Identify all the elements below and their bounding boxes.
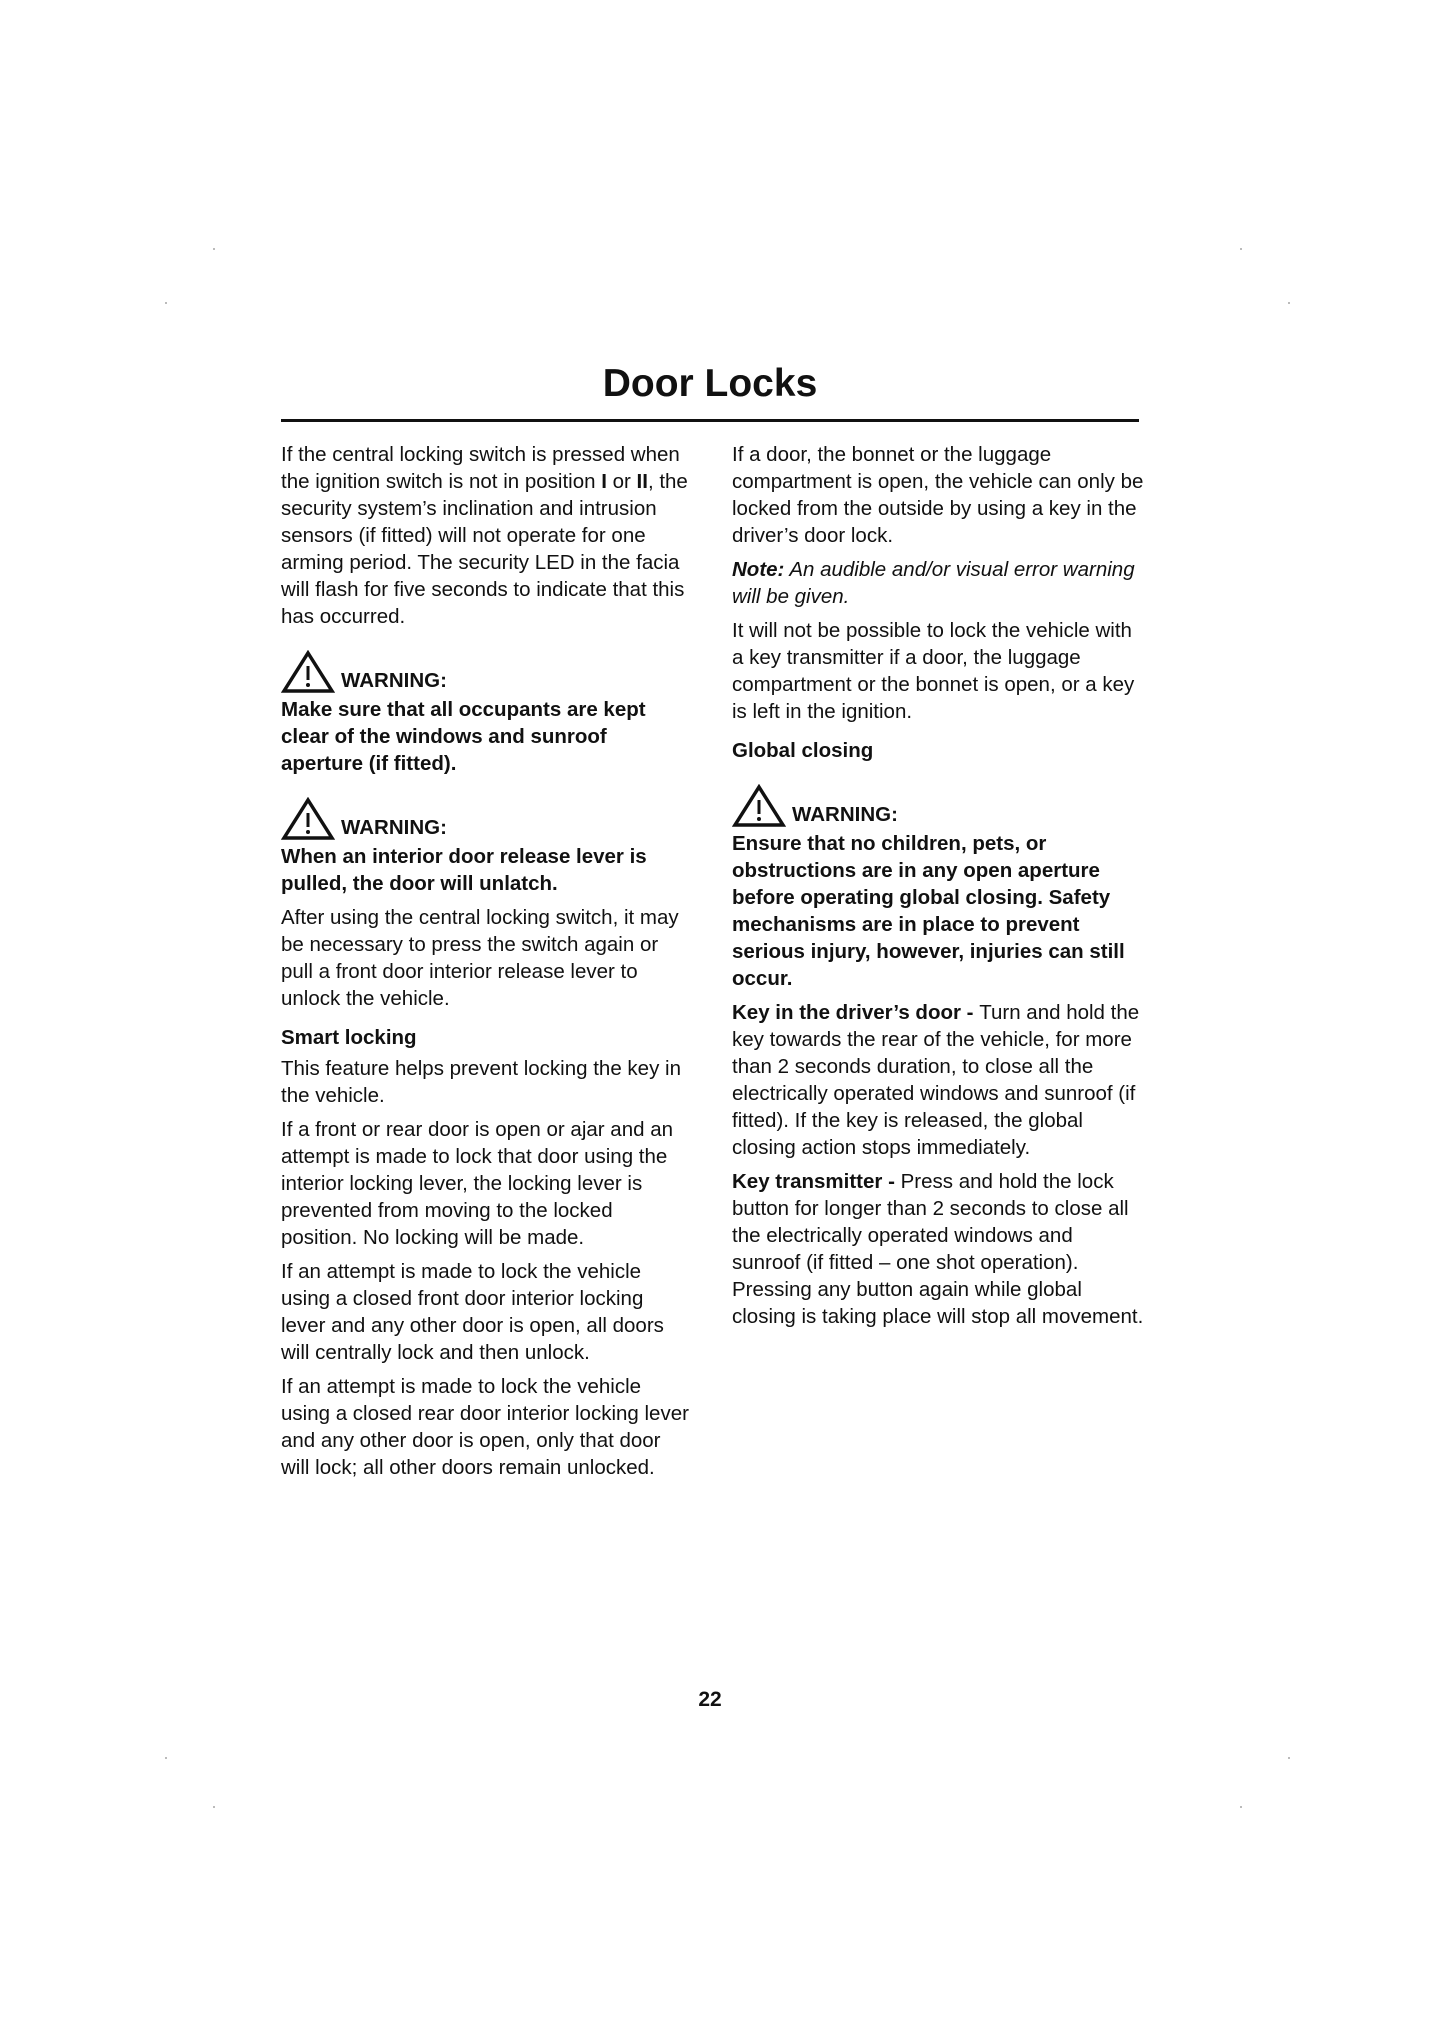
heading-global-closing: Global closing xyxy=(732,739,874,762)
note xyxy=(732,556,1144,610)
crop-mark xyxy=(213,248,215,250)
warning-triangle-icon xyxy=(281,797,335,841)
warning-text: Ensure that no children, pets, or obstructions are in any open aperture before operating global closing. Safety mechanisms are in place to prevent serious injury, however, injuries can still occur. xyxy=(732,832,1125,990)
text: or xyxy=(606,470,637,493)
crop-mark xyxy=(213,1806,215,1808)
paragraph: After using the central locking switch, it may be necessary to press the switch again or pull a front door interior release lever to unlock the vehicle. xyxy=(281,906,679,1010)
paragraph: If a front or rear door is open or ajar and an attempt is made to lock that door using the interior locking lever, the locking lever is prevented from moving to the locked position. No locking will be made. xyxy=(281,1118,674,1249)
right-column xyxy=(732,441,1144,1337)
warning-label: WARNING: xyxy=(341,816,447,839)
left-column xyxy=(281,441,693,1488)
crop-mark xyxy=(165,1757,167,1759)
title-rule xyxy=(281,419,1139,422)
text: If the central locking switch is pressed when the ignition switch is not in position xyxy=(281,443,680,493)
note-text: An audible and/or visual error warning will be given. xyxy=(732,558,1135,608)
warning-door-release xyxy=(281,797,693,897)
paragraph: This feature helps prevent locking the key in the vehicle. xyxy=(281,1057,681,1107)
label: Key transmitter - xyxy=(732,1170,901,1193)
page-number: 22 xyxy=(698,1688,722,1711)
paragraph-key-door xyxy=(732,999,1144,1161)
crop-mark xyxy=(1288,1757,1290,1759)
warning-text: When an interior door release lever is pulled, the door will unlatch. xyxy=(281,845,647,895)
warning-occupants xyxy=(281,650,693,777)
paragraph: If an attempt is made to lock the vehicle using a closed rear door interior locking lever and any other door is open, only that door will lock; all other doors remain unlocked. xyxy=(281,1375,689,1479)
paragraph-ignition xyxy=(281,441,693,630)
paragraph-key-transmitter xyxy=(732,1168,1144,1330)
crop-mark xyxy=(165,302,167,304)
position-ii: II xyxy=(636,470,648,493)
label: Key in the driver’s door - xyxy=(732,1001,980,1024)
position-i: I xyxy=(601,470,607,493)
crop-mark xyxy=(1288,302,1290,304)
heading-smart-locking: Smart locking xyxy=(281,1026,417,1049)
page-title: Door Locks xyxy=(602,362,818,405)
warning-triangle-icon xyxy=(732,784,786,828)
warning-triangle-icon xyxy=(281,650,335,694)
note-label: Note: xyxy=(732,558,785,581)
warning-label: WARNING: xyxy=(341,669,447,692)
warning-label: WARNING: xyxy=(792,803,898,826)
paragraph: If an attempt is made to lock the vehicle using a closed front door interior locking lever and any other door is open, all doors will centrally lock and then unlock. xyxy=(281,1260,664,1364)
text: Press and hold the lock button for longer than 2 seconds to close all the electrically operated windows and sunroof (if fitted – one shot operation). Pressing any button again while global closing is taking place will stop all movement. xyxy=(732,1170,1144,1328)
paragraph: If a door, the bonnet or the luggage compartment is open, the vehicle can only be locked from the outside by using a key in the driver’s door lock. xyxy=(732,443,1144,547)
warning-text: Make sure that all occupants are kept clear of the windows and sunroof aperture (if fitted). xyxy=(281,698,646,775)
crop-mark xyxy=(1240,1806,1242,1808)
text: Turn and hold the key towards the rear of the vehicle, for more than 2 seconds duration, to close all the electrically operated windows and sunroof (if fitted). If the key is released, the global closing action stops immediately. xyxy=(732,1001,1140,1159)
paragraph: It will not be possible to lock the vehicle with a key transmitter if a door, the luggage compartment or the bonnet is open, or a key is left in the ignition. xyxy=(732,619,1135,723)
crop-mark xyxy=(1240,248,1242,250)
warning-global-closing xyxy=(732,784,1144,992)
text: , the security system’s inclination and intrusion sensors (if fitted) will not operate for one arming period. The security LED in the facia will flash for five seconds to indicate that this has occurred. xyxy=(281,470,688,628)
